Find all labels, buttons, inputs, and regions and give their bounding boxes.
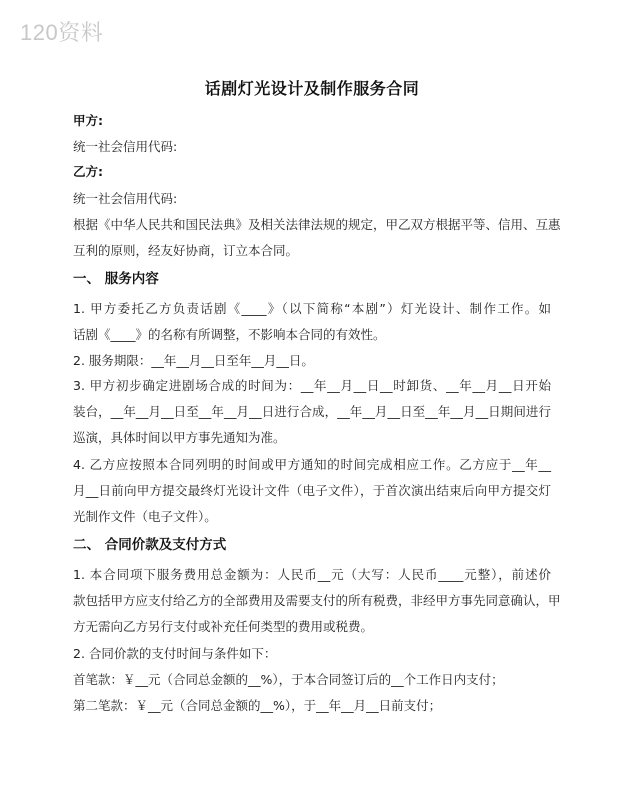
- section2-item1-line: 1. 本合同项下服务费用总金额为：人民币__元（大写：人民币____元整），前述价: [73, 567, 551, 582]
- section2-item2-line: 2. 合同价款的支付时间与条件如下：: [73, 646, 277, 661]
- payment-installment-2: 第二笔款：￥__元（合同总金额的__%），于__年__月__日前支付；: [73, 698, 442, 713]
- watermark-text: 120资料: [20, 20, 104, 45]
- party-b-credit-code: 统一社会信用代码:: [73, 191, 178, 206]
- section1-item4-line: 4. 乙方应按照本合同列明的时间或甲方通知的时间完成相应工作。乙方应于__年__: [73, 457, 551, 472]
- section1-item1-line: 1. 甲方委托乙方负责话剧《____》（以下简称“本剧”）灯光设计、制作工作。如: [73, 301, 551, 316]
- payment-installment-1: 首笔款：￥__元（合同总金额的__%），于本合同签订后的__个工作日内支付；: [73, 672, 504, 687]
- section-heading-payment: 二、 合同价款及支付方式: [73, 537, 227, 553]
- party-a-credit-code: 统一社会信用代码:: [73, 139, 178, 154]
- section1-item4-line: 光制作文件（电子文件）。: [73, 509, 217, 524]
- section-heading-service: 一、 服务内容: [73, 271, 159, 287]
- party-b-label: 乙方:: [73, 164, 103, 179]
- section2-item1-line: 方无需向乙方另行支付或补充任何类型的费用或税费。: [73, 619, 374, 634]
- section1-item3-line: 3. 甲方初步确定进剧场合成的时间为：__年__月__日__时卸货、__年__月__日开始: [73, 378, 551, 393]
- party-a-label: 甲方:: [73, 113, 103, 128]
- intro-paragraph-line: 互利的原则，经友好协商，订立本合同。: [73, 243, 299, 258]
- section1-item4-line: 月__日前向甲方提交最终灯光设计文件（电子文件），于首次演出结束后向甲方提交灯: [73, 483, 551, 498]
- section1-item3-line: 巡演，具体时间以甲方事先通知为准。: [73, 430, 286, 445]
- section2-item1-line: 款包括甲方应支付给乙方的全部费用及需要支付的所有税费，非经甲方事先同意确认，甲: [73, 593, 561, 608]
- intro-paragraph-line: 根据《中华人民共和国民法典》及相关法律法规的规定，甲乙双方根据平等、信用、互惠: [73, 217, 561, 232]
- section1-item3-line: 装台，__年__月__日至__年__月__日进行合成，__年__月__日至__年__月__日期间进行: [73, 404, 551, 419]
- section1-item2-line: 2. 服务期限：__年__月__日至年__月__日。: [73, 353, 314, 368]
- document-title: 话剧灯光设计及制作服务合同: [204, 79, 420, 98]
- section1-item1-line: 话剧《____》的名称有所调整，不影响本合同的有效性。: [73, 327, 386, 342]
